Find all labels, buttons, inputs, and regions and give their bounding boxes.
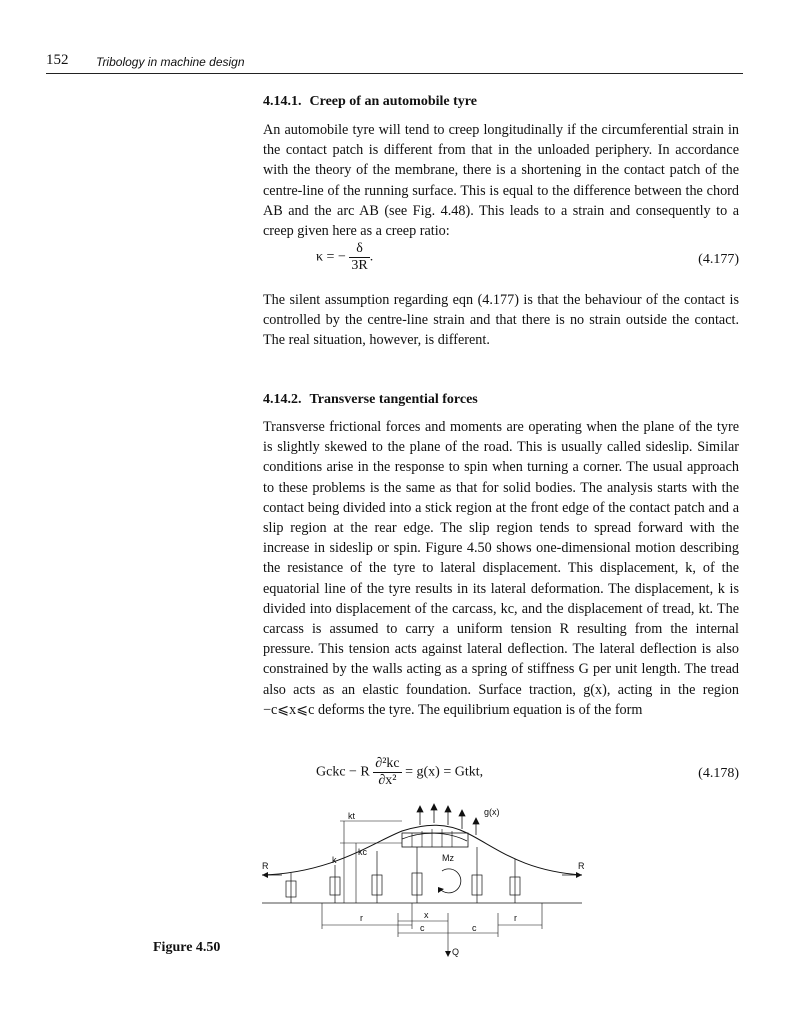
label-k: k xyxy=(332,855,337,865)
label-r-low-left: r xyxy=(360,913,363,923)
eq-numerator: ∂²kc xyxy=(375,756,400,771)
header-rule xyxy=(46,73,743,74)
label-c-left: c xyxy=(420,923,425,933)
label-q: Q xyxy=(452,947,460,957)
label-r-low-right: r xyxy=(514,913,517,923)
equation-4-177 xyxy=(316,241,373,274)
page-number: 152 xyxy=(46,52,69,68)
eq-rhs: = g(x) = Gtkt, xyxy=(405,764,484,780)
eq-lhs: κ = − xyxy=(316,249,346,265)
label-r-left: R xyxy=(262,861,269,871)
eq-denominator: 3R xyxy=(351,258,368,273)
paragraph-transverse: Transverse frictional forces and moments are operating when the plane of the tyre is slightly skewed to the plane of the road. This is usually called sideslip. Similar conditions arise in the response to spin when turning a corner. The usual approach to these problems is the same as that for solid bodies. The analysis starts with the contact being divided into a stick region at the front edge of the contact patch and a slip region at the rear edge. The slip region tends to spread forward with the increase in sideslip or spin. Figure 4.50 shows one-dimensional motion describing the resistance of the tyre to lateral displacement. This displacement, k, of the equatorial line of the tyre results in its lateral deformation. The displacement, k is divided into displacement of the carcass, kc, and the displacement of tread, kt. The carcass is assumed to carry a uniform tension R resulting from the internal pressure. This tension acts against lateral deflection. The lateral deflection is also constrained by the walls acting as a spring of stiffness G per unit length. The tread also acts as an elastic foundation. Surface traction, g(x), acting in the region −c⩽x⩽c deforms the tyre. The equilibrium equation is of the form xyxy=(263,419,739,718)
eq-denominator: ∂x² xyxy=(378,773,397,788)
section-title: Creep of an automobile tyre xyxy=(309,94,477,109)
eq-numerator: δ xyxy=(349,241,369,258)
eq-tail: . xyxy=(369,249,374,265)
paragraph-creep-intro: An automobile tyre will tend to creep longitudinally if the circumferential strain in the contact patch is different from that in the unloaded periphery. In accordance with the theory of the membrane, there is a shortening in the contact patch of the centre-line of the running surface. This is equal to the difference between the chord AB and the arc AB (see Fig. 4.48). This leads to a strain and consequently to a creep given here as a creep ratio: xyxy=(263,122,739,240)
section-heading-creep xyxy=(263,94,739,110)
section-number: 4.14.2. xyxy=(263,392,302,407)
label-c-right: c xyxy=(472,923,477,933)
equation-label-4-177: (4.177) xyxy=(698,252,739,267)
running-head xyxy=(46,52,746,72)
label-gx: g(x) xyxy=(484,807,500,817)
equation-label-4-178: (4.178) xyxy=(698,766,739,781)
paragraph-creep-assumption: The silent assumption regarding eqn (4.177) is that the behaviour of the contact is controlled by the centre-line strain and that there is no strain outside the contact. The real situation, however, is different. xyxy=(263,292,739,349)
label-kt: kt xyxy=(348,811,356,821)
section-heading-transverse xyxy=(263,392,739,408)
label-x: x xyxy=(424,910,429,920)
label-mz: Mz xyxy=(442,853,454,863)
wall-springs xyxy=(286,847,520,903)
traction-arrows xyxy=(417,804,479,835)
bottom-dimensions xyxy=(322,903,542,953)
eq-fraction xyxy=(349,241,369,274)
section-number: 4.14.1. xyxy=(263,94,302,109)
label-r-right: R xyxy=(578,861,585,871)
tyre-lateral-deflection-diagram xyxy=(252,803,592,965)
figure-label: Figure 4.50 xyxy=(153,940,221,955)
section-title: Transverse tangential forces xyxy=(309,392,478,407)
displacement-dimensions xyxy=(340,821,402,903)
running-title: Tribology in machine design xyxy=(96,55,245,69)
equation-4-178 xyxy=(316,756,483,789)
eq-lhs: Gckc − R xyxy=(316,764,370,780)
eq-fraction xyxy=(373,756,401,789)
label-kc: kc xyxy=(358,847,367,857)
